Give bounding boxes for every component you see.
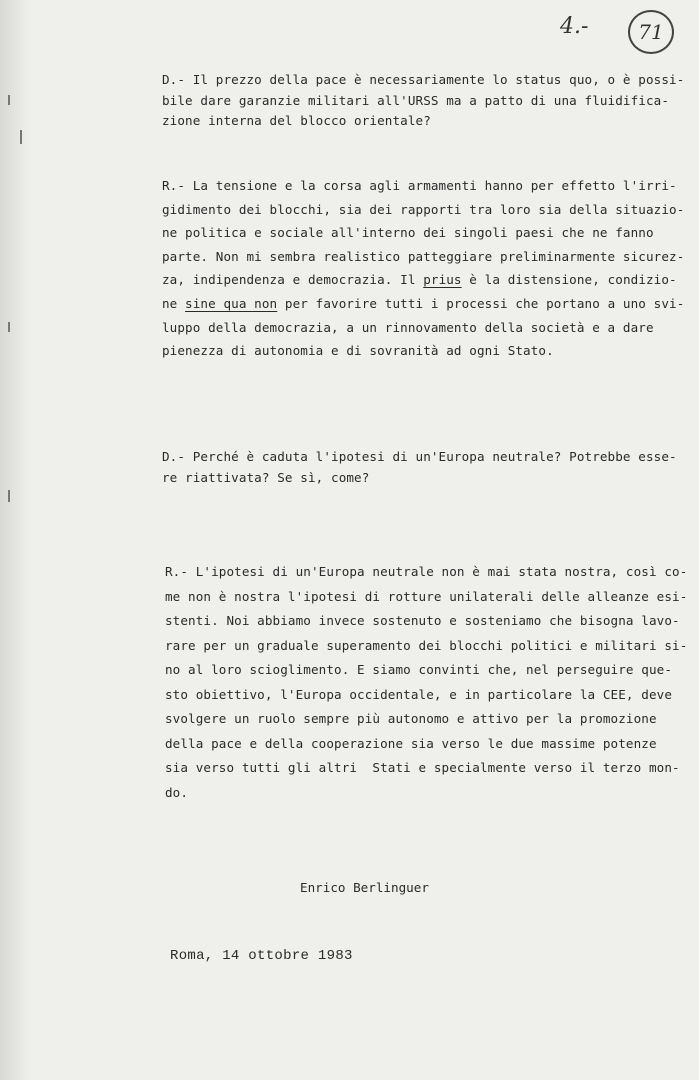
q1-line: D.- Il prezzo della pace è necessariamente lo status quo, o è possi- xyxy=(162,72,685,87)
a1-line: ne xyxy=(162,295,186,311)
a1-line: luppo della democrazia, a un rinnovamento della società e a dare xyxy=(162,319,654,335)
signature: Enrico Berlinguer xyxy=(300,880,429,895)
a1-line: per favorire tutti i processi che portano a uno svi- xyxy=(277,295,685,311)
a2-line: sto obiettivo, l'Europa occidentale, e in particolare la CEE, deve xyxy=(165,686,673,702)
a2-line: rare per un graduale superamento dei blocchi politici e militari si- xyxy=(165,637,688,653)
q2-line: re riattivata? Se sì, come? xyxy=(162,470,370,485)
question-1 xyxy=(162,70,685,132)
a1-line: ne politica e sociale all'interno dei singoli paesi che ne fanno xyxy=(162,225,654,241)
a2-line: no al loro scioglimento. E siamo convinti che, nel perseguire que- xyxy=(165,662,673,677)
scan-mark xyxy=(8,490,10,502)
question-2 xyxy=(162,446,677,488)
a1-line: parte. Non mi sembra realistico patteggiare preliminarmente sicurez- xyxy=(162,248,685,264)
page-number: 4.- xyxy=(560,14,589,39)
a2-line: do. xyxy=(165,784,189,800)
a2-line: della pace e della cooperazione sia verso le due massime potenze xyxy=(165,735,657,751)
a2-line: sia verso tutti gli altri Stati e specialmente verso il terzo mon- xyxy=(165,760,680,775)
q1-line: bile dare garanzie militari all'URSS ma a patto di una fluidifica- xyxy=(162,92,670,108)
underlined-sine-qua-non: sine qua non xyxy=(185,295,278,311)
a1-line: gidimento dei blocchi, sia dei rapporti tra loro sia della situazio- xyxy=(162,201,685,217)
a2-line: svolgere un ruolo sempre più autonomo e attivo per la promozione xyxy=(165,711,657,726)
place-date: Roma, 14 ottobre 1983 xyxy=(170,948,353,964)
scan-mark xyxy=(8,322,10,332)
a2-line: me non è nostra l'ipotesi di rotture unilaterali delle alleanze esi- xyxy=(165,588,688,604)
a1-line: pienezza di autonomia e di sovranità ad ogni Stato. xyxy=(162,343,554,359)
archive-number: 71 xyxy=(638,20,664,44)
a2-line: R.- L'ipotesi di un'Europa neutrale non è mai stata nostra, così co- xyxy=(165,564,688,579)
underlined-prius: prius xyxy=(423,272,462,288)
a1-line: R.- La tensione e la corsa agli armamenti hanno per effetto l'irri- xyxy=(162,178,677,193)
answer-1 xyxy=(162,174,685,363)
a2-line: stenti. Noi abbiamo invece sostenuto e sosteniamo che bisogna lavo- xyxy=(165,613,680,628)
a1-line: è la distensione, condizio- xyxy=(461,272,677,288)
scan-mark xyxy=(8,95,10,105)
answer-2 xyxy=(165,560,688,805)
archive-number-stamp xyxy=(628,10,674,54)
a1-line: za, indipendenza e democrazia. Il xyxy=(162,272,424,288)
scan-edge-shadow xyxy=(0,0,30,1080)
q2-line: D.- Perché è caduta l'ipotesi di un'Europa neutrale? Potrebbe esse- xyxy=(162,449,677,464)
q1-line: zione interna del blocco orientale? xyxy=(162,113,431,128)
scan-mark xyxy=(20,130,22,144)
